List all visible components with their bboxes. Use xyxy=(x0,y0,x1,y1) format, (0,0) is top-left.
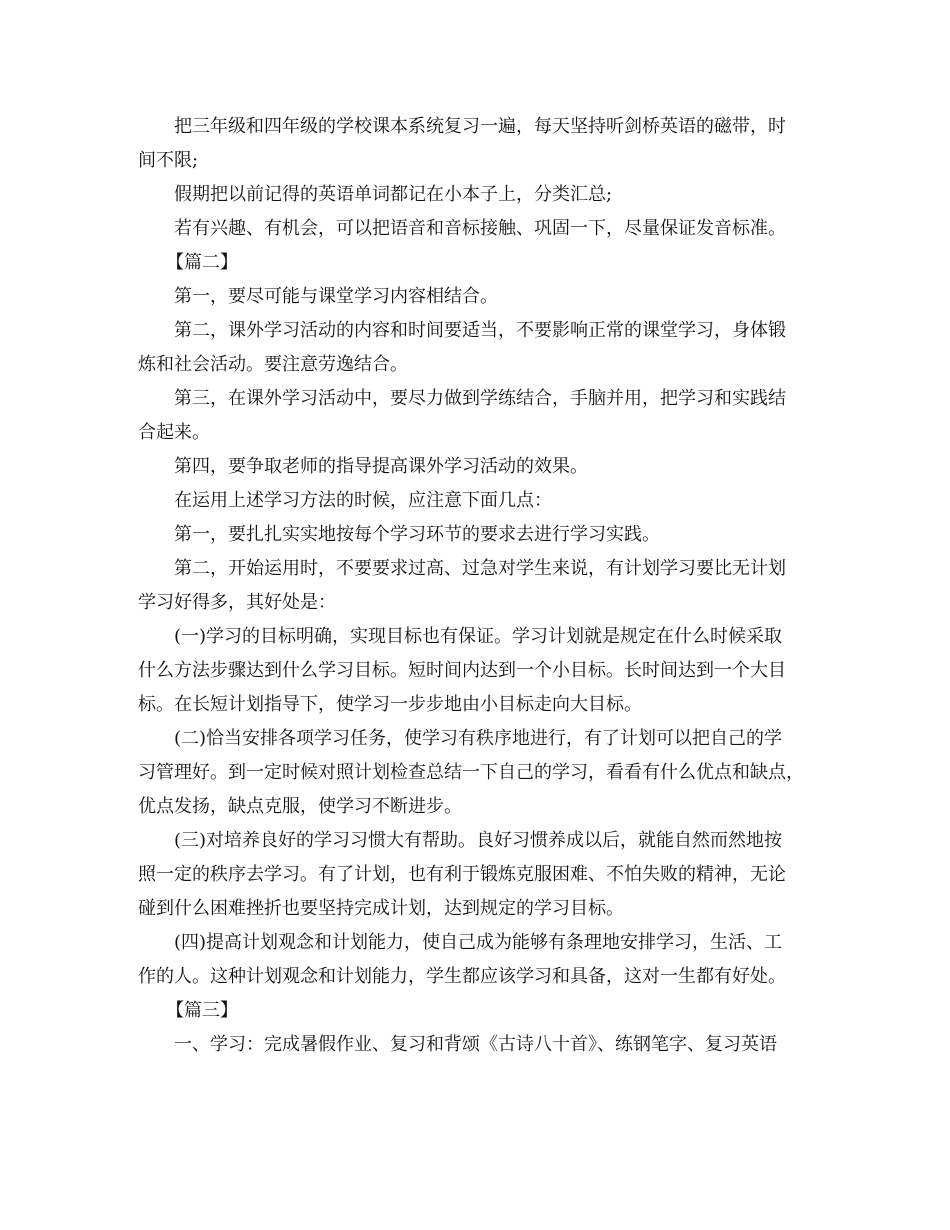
paragraph-line: 标。在长短计划指导下，使学习一步步地由小目标走向大目标。 xyxy=(138,694,642,715)
paragraph-line: 学习好得多，其好处是： xyxy=(138,592,336,613)
paragraph-line: (三)对培养良好的学习习惯大有帮助。良好习惯养成以后，就能自然而然地按 xyxy=(174,830,783,851)
paragraph-line: 习管理好。到一定时候对照计划检查总结一下自己的学习，看看有什么优点和缺点， xyxy=(138,762,804,783)
paragraph-line: (一)学习的目标明确，实现目标也有保证。学习计划就是规定在什么时候采取 xyxy=(174,626,783,647)
paragraph-line: 碰到什么困难挫折也要坚持完成计划，达到规定的学习目标。 xyxy=(138,898,624,919)
paragraph-line: (二)恰当安排各项学习任务，使学习有秩序地进行，有了计划可以把自己的学 xyxy=(174,728,783,749)
paragraph-line: 第三，在课外学习活动中，要尽力做到学练结合，手脑并用，把学习和实践结 xyxy=(174,388,786,409)
paragraph-line: (四)提高计划观念和计划能力，使自己成为能够有条理地安排学习，生活、工 xyxy=(174,932,783,953)
paragraph-line: 一、学习：完成暑假作业、复习和背颂《古诗八十首》、练钢笔字、复习英语 xyxy=(174,1034,777,1055)
paragraph-line: 第四，要争取老师的指导提高课外学习活动的效果。 xyxy=(174,456,588,477)
paragraph-line: 第一，要扎扎实实地按每个学习环节的要求去进行学习实践。 xyxy=(174,524,660,545)
paragraph-line: 合起来。 xyxy=(138,422,210,443)
paragraph-line: 什么方法步骤达到什么学习目标。短时间内达到一个小目标。长时间达到一个大目 xyxy=(138,660,786,681)
paragraph-line: 间不限; xyxy=(138,150,199,171)
paragraph-line: 炼和社会活动。要注意劳逸结合。 xyxy=(138,354,408,375)
paragraph-line: 作的人。这种计划观念和计划能力，学生都应该学习和具备，这对一生都有好处。 xyxy=(138,966,786,987)
paragraph-line: 第二，开始运用时，不要要求过高、过急对学生来说，有计划学习要比无计划 xyxy=(174,558,786,579)
paragraph-line: 若有兴趣、有机会，可以把语音和音标接触、巩固一下，尽量保证发音标准。 xyxy=(174,218,786,239)
paragraph-line: 第一，要尽可能与课堂学习内容相结合。 xyxy=(174,286,498,307)
paragraph-line: 照一定的秩序去学习。有了计划，也有利于锻炼克服困难、不怕失败的精神，无论 xyxy=(138,864,786,885)
paragraph-line: 把三年级和四年级的学校课本系统复习一遍，每天坚持听剑桥英语的磁带，时 xyxy=(174,116,786,137)
paragraph-line: 假期把以前记得的英语单词都记在小本子上，分类汇总; xyxy=(174,184,613,205)
paragraph-line: 优点发扬，缺点克服，使学习不断进步。 xyxy=(138,796,462,817)
document-body xyxy=(138,110,818,1062)
paragraph-line: 第二，课外学习活动的内容和时间要适当，不要影响正常的课堂学习，身体锻 xyxy=(174,320,786,341)
section-heading: 【篇三】 xyxy=(166,1000,238,1021)
paragraph-line: 在运用上述学习方法的时候，应注意下面几点： xyxy=(174,490,552,511)
section-heading: 【篇二】 xyxy=(166,252,238,273)
